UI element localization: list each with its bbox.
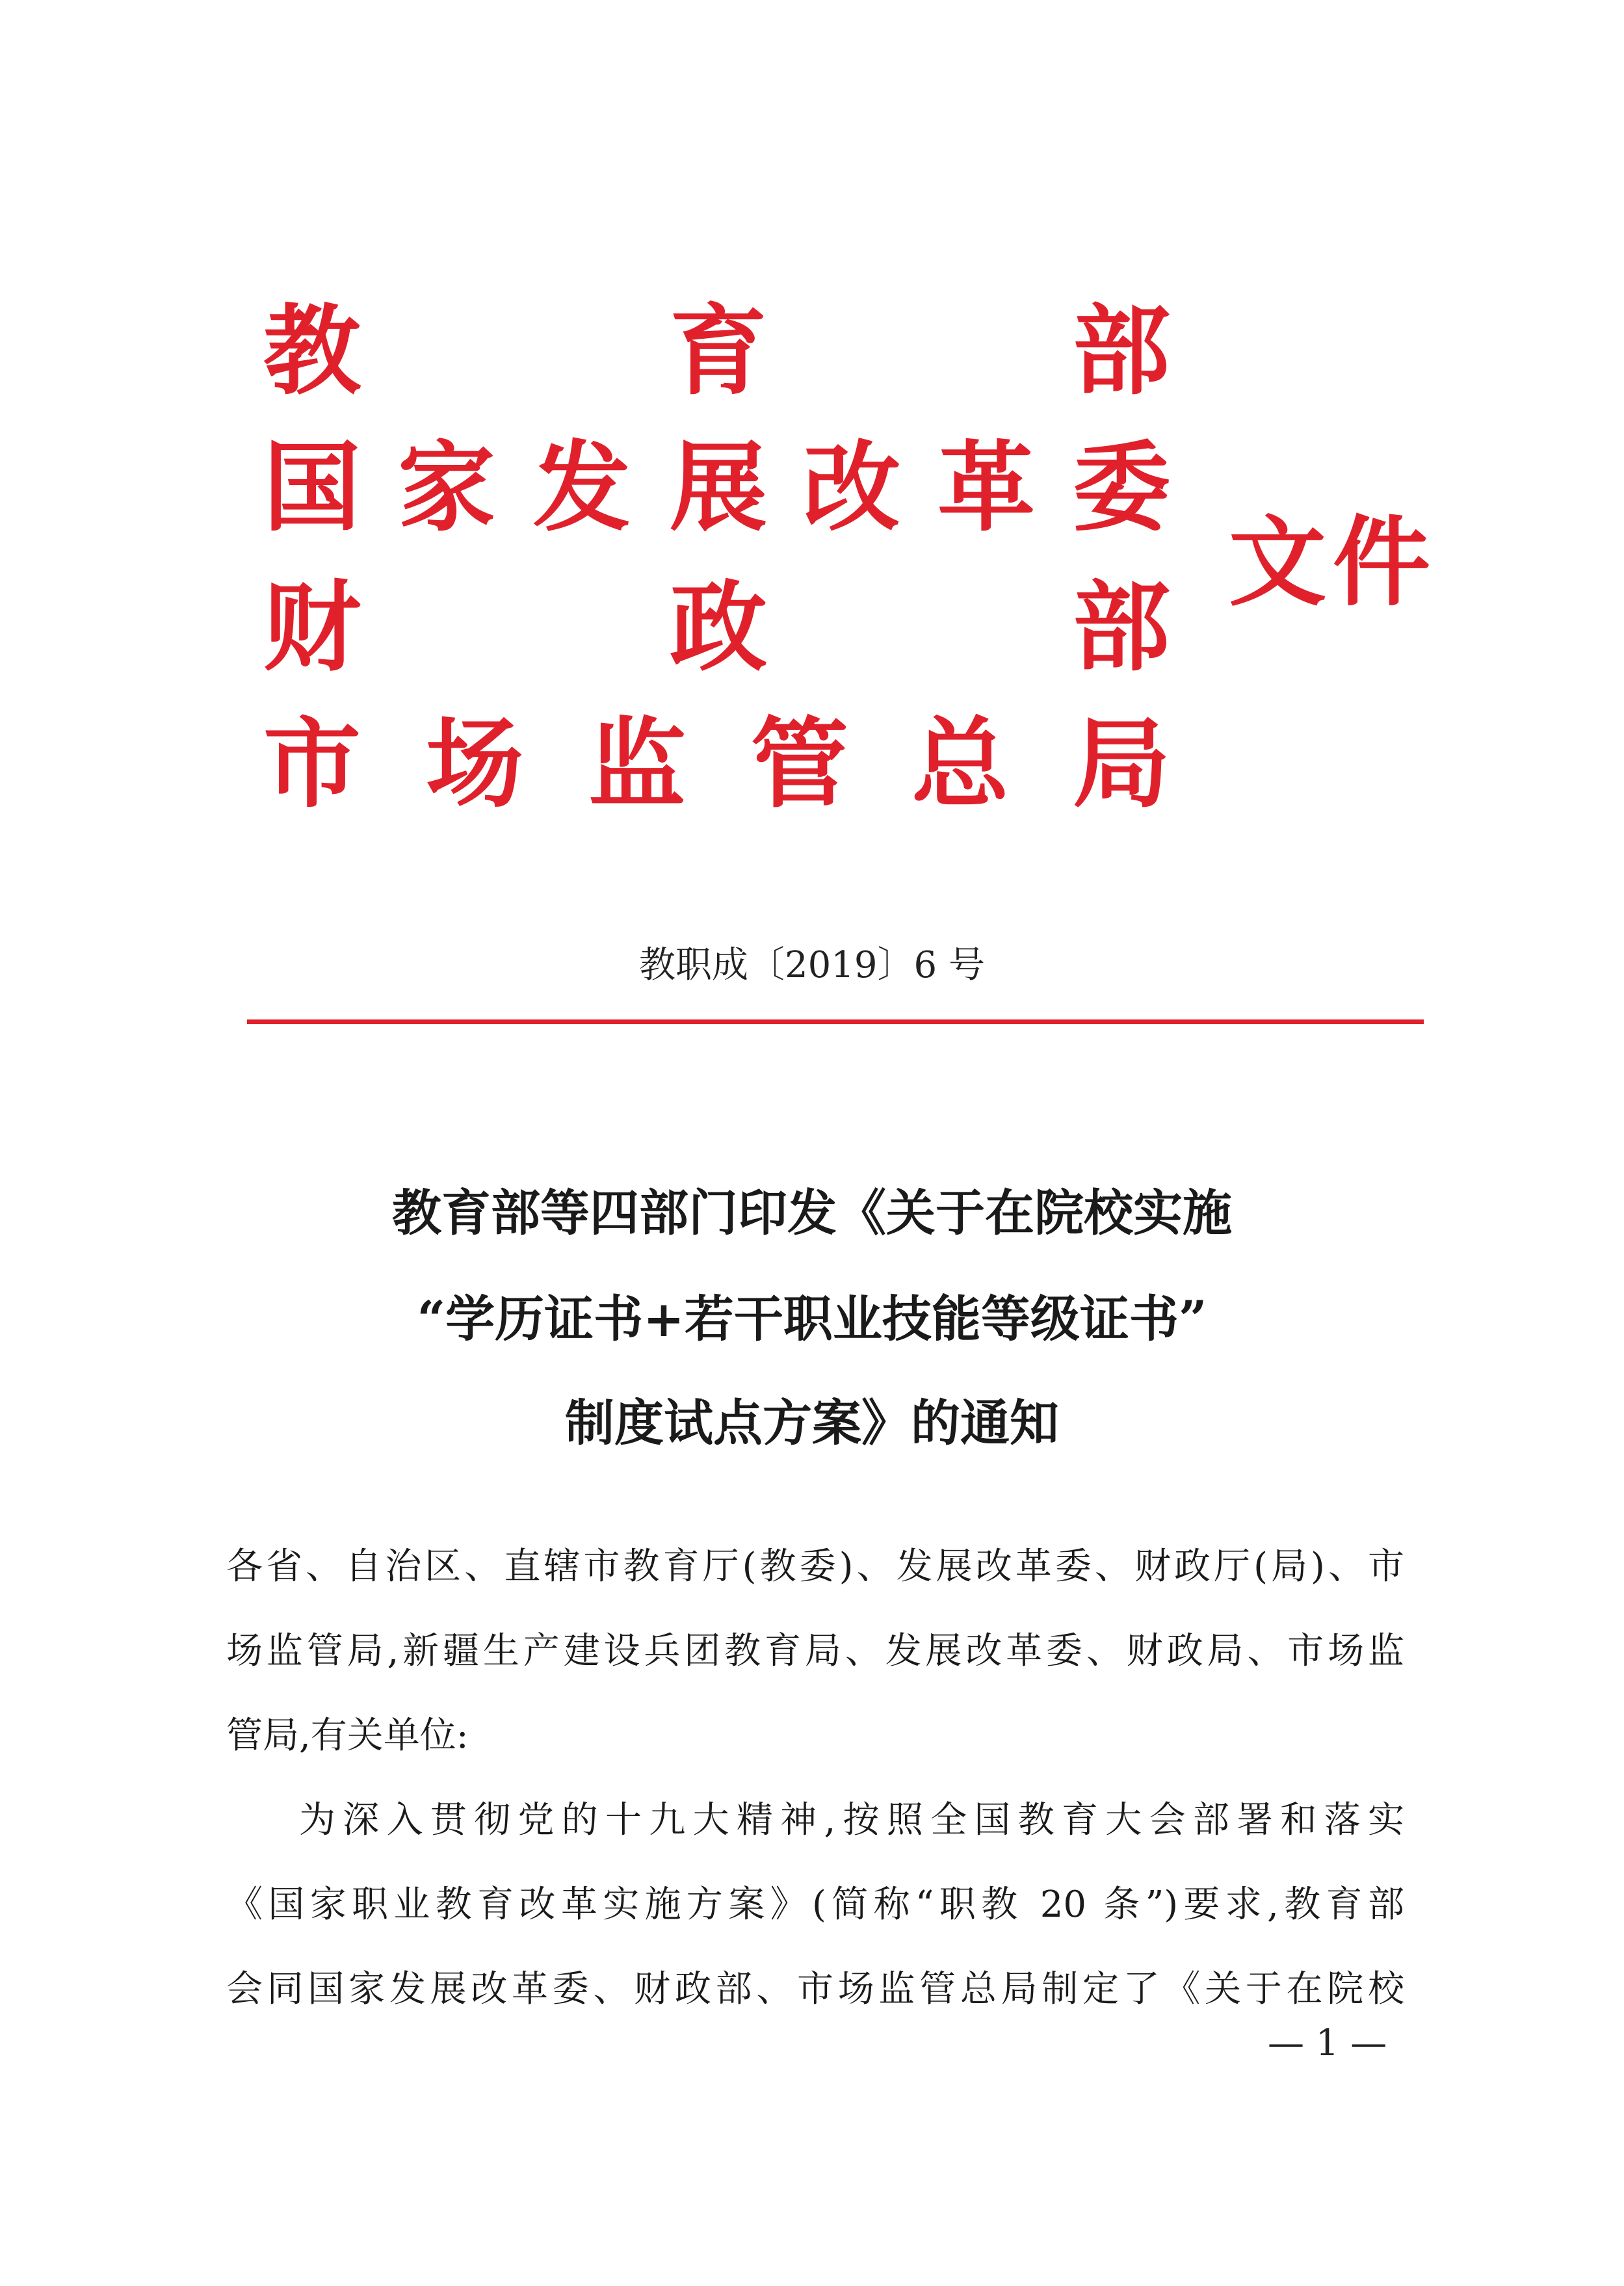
page-number: — 1 —: [1268, 2022, 1387, 2064]
agency-char: 政: [669, 570, 767, 685]
agency-char: 发: [532, 430, 631, 545]
agency-char: 改: [802, 430, 900, 545]
agency-char: 部: [1072, 570, 1170, 685]
agency-char: 部: [1072, 294, 1170, 408]
body-line-indented: 为深入贯彻党的十九大精神,按照全国教育大会部署和落实: [299, 1799, 1404, 1841]
title-line-2: “学历证书+若干职业技能等级证书”: [417, 1290, 1207, 1348]
title-line-3: 制度试点方案》的通知: [565, 1394, 1059, 1452]
agency-char: 场: [425, 707, 523, 821]
title-line-1: 教育部等四部门印发《关于在院校实施: [392, 1184, 1232, 1242]
agency-char: 委: [1072, 430, 1170, 545]
agency-char: 管: [750, 707, 848, 821]
document-word: 文件: [1229, 505, 1437, 620]
agency-char: 教: [263, 294, 361, 408]
agency-char: 育: [669, 294, 767, 408]
red-divider-line: [247, 1019, 1424, 1024]
document-number: 教职成〔2019〕6 号: [639, 944, 985, 986]
body-line: 《国家职业教育改革实施方案》(简称“职教 20 条”)要求,教育部: [226, 1884, 1404, 1926]
body-line: 管局,有关单位:: [226, 1714, 469, 1757]
agency-char: 局: [1072, 707, 1170, 821]
agency-char: 国: [263, 430, 361, 545]
agency-char: 财: [263, 570, 361, 685]
agency-char: 革: [937, 430, 1035, 545]
agency-char: 市: [263, 707, 361, 821]
agency-char: 总: [911, 707, 1009, 821]
agency-char: 展: [669, 430, 767, 545]
body-line: 会同国家发展改革委、财政部、市场监管总局制定了《关于在院校: [226, 1968, 1404, 2010]
body-line: 场监管局,新疆生产建设兵团教育局、发展改革委、财政局、市场监: [226, 1630, 1404, 1672]
body-line: 各省、自治区、直辖市教育厅(教委)、发展改革委、财政厅(局)、市: [226, 1545, 1404, 1588]
agency-char: 家: [397, 430, 495, 545]
agency-char: 监: [588, 707, 686, 821]
